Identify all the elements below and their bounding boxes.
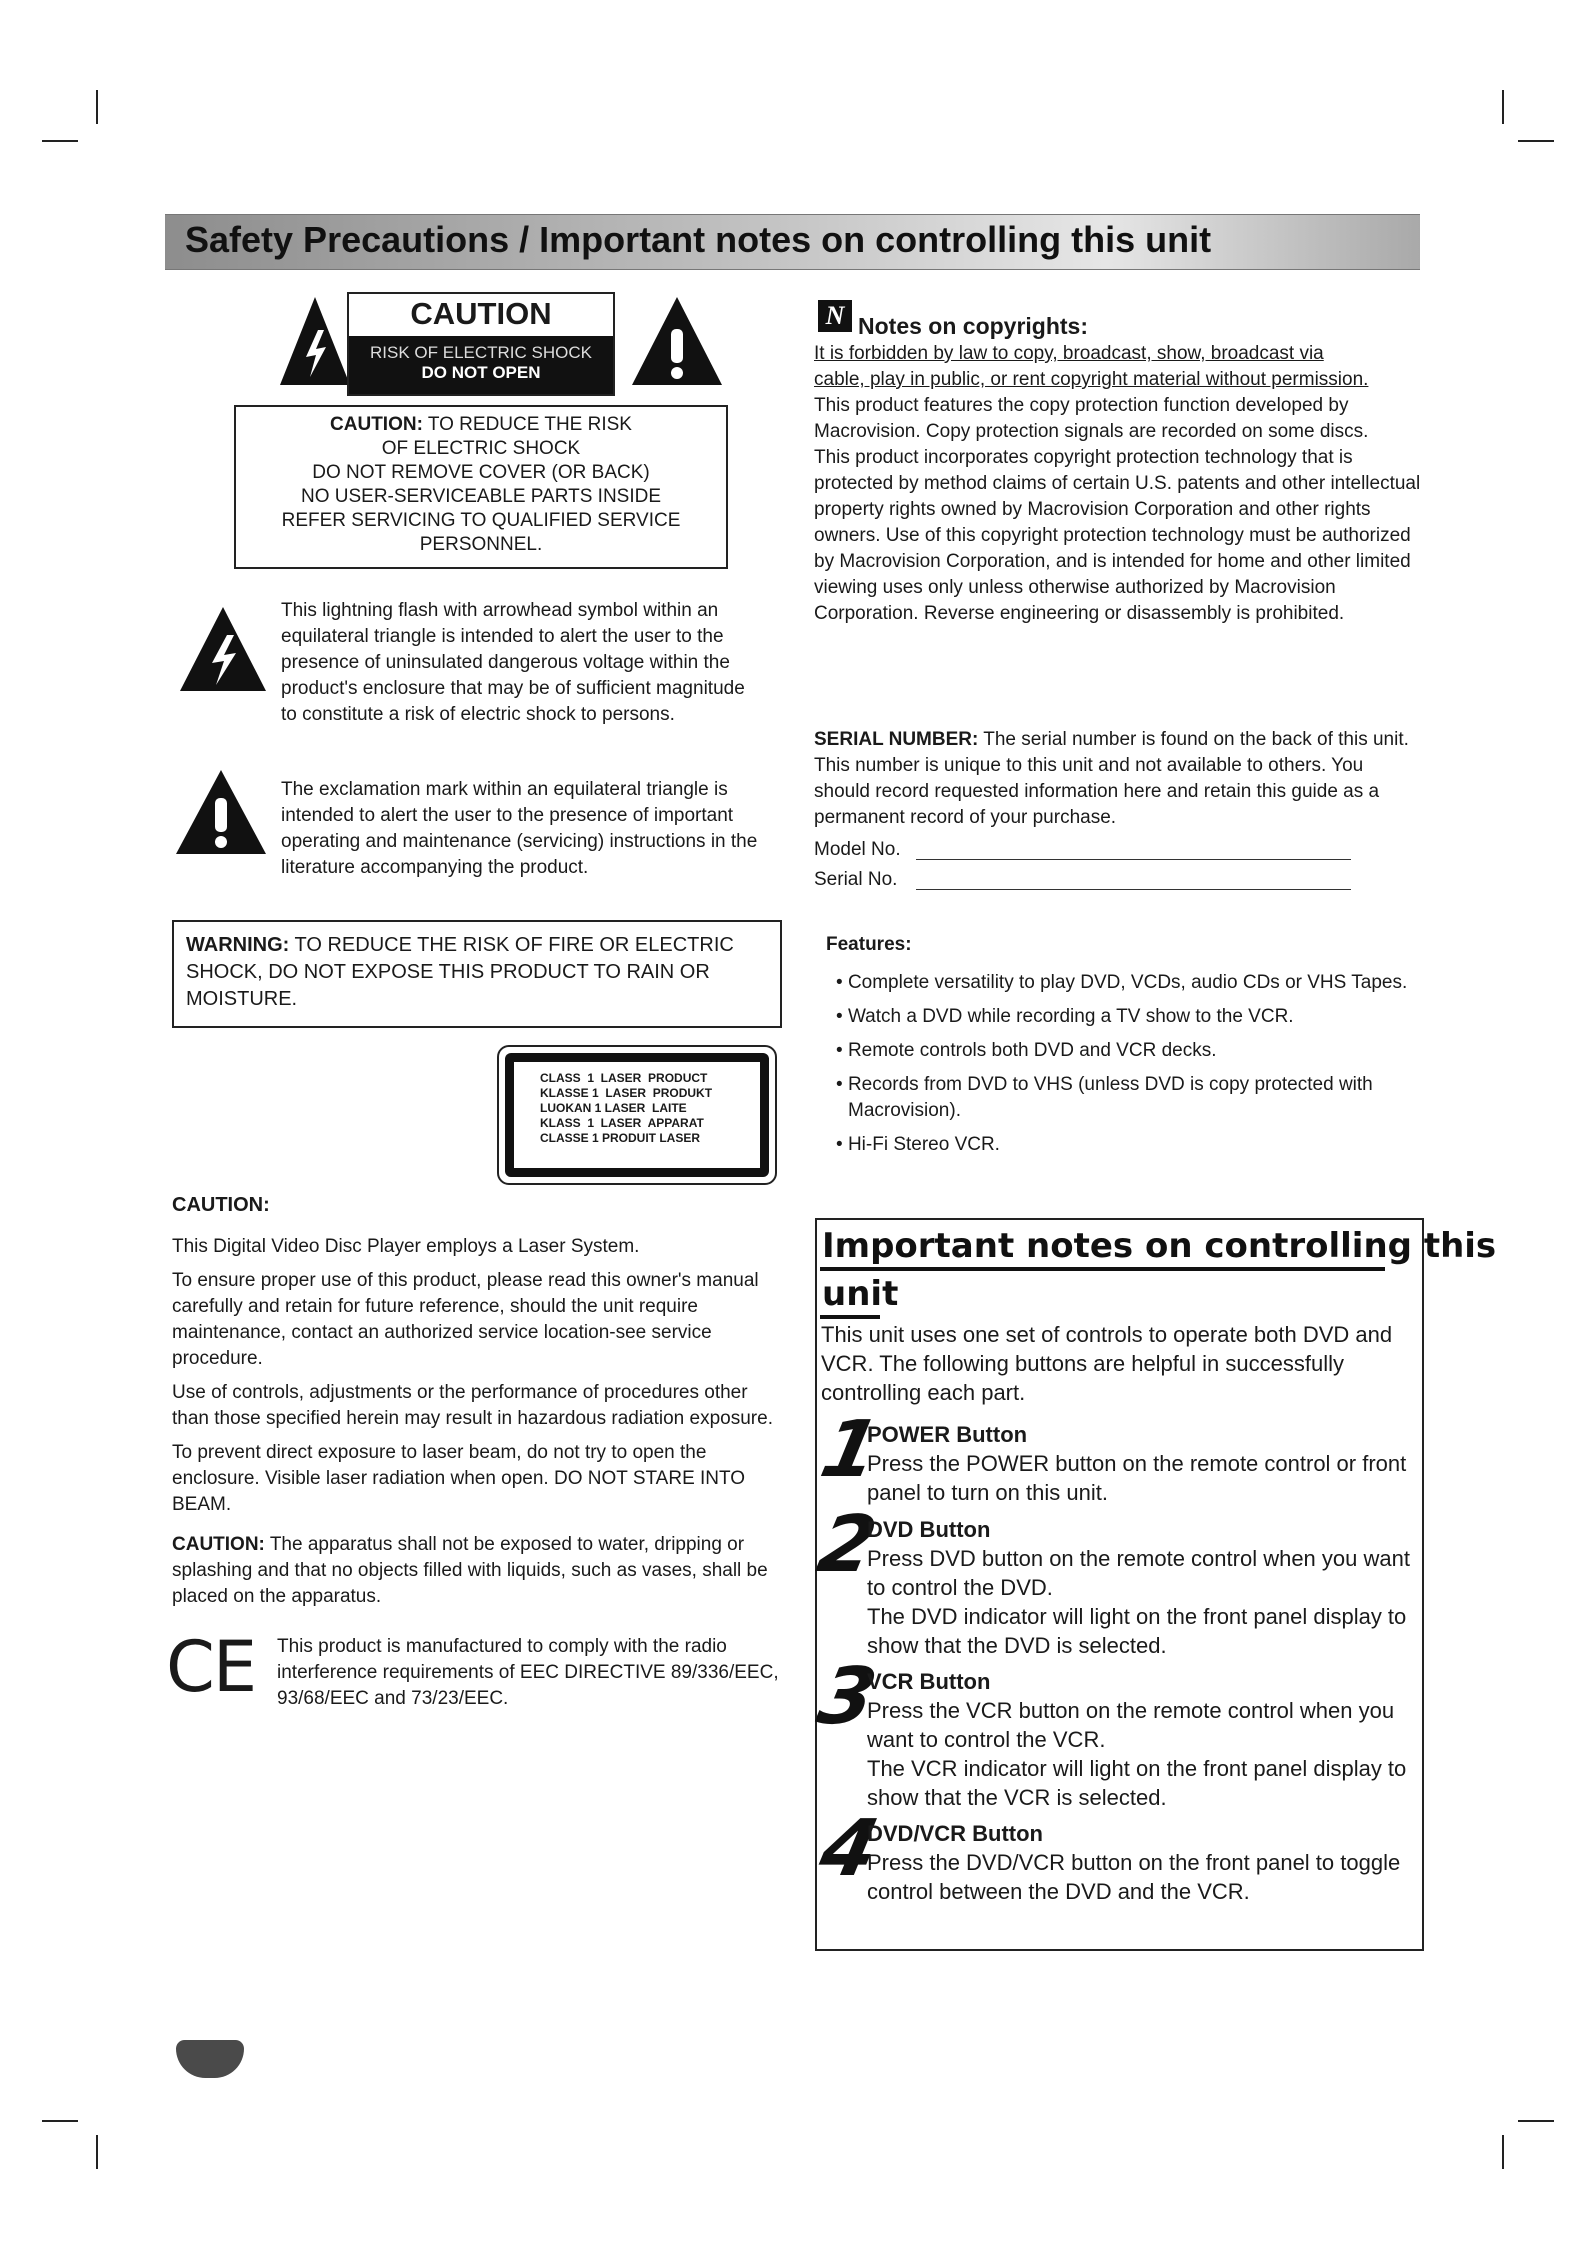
caution-bold: CAUTION: xyxy=(172,1534,265,1555)
copyrights-section xyxy=(814,341,1424,627)
step-text: Press DVD button on the remote control when you want to control the DVD. xyxy=(867,1546,1410,1600)
warning-text: TO REDUCE THE RISK OF FIRE OR ELECTRIC SHOCK, DO NOT EXPOSE THIS PRODUCT TO RAIN OR MOISTURE. xyxy=(186,934,734,1010)
step-item xyxy=(867,1819,1422,1906)
caution-box-line: PERSONNEL. xyxy=(419,534,543,555)
caution-box xyxy=(234,405,728,569)
serial-section xyxy=(814,727,1424,897)
copyrights-notice: It is forbidden by law to copy, broadcast, show, broadcast via cable, play in public, or rent copyright material without permission. xyxy=(814,343,1369,390)
caution-section xyxy=(172,1192,782,1610)
caution-label-line2: DO NOT OPEN xyxy=(421,363,541,382)
important-title-rule xyxy=(820,1267,1385,1271)
feature-item: • Watch a DVD while recording a TV show to the VCR. xyxy=(826,1004,1424,1030)
important-notes-box xyxy=(810,1218,1497,1951)
lightning-triangle-icon xyxy=(178,605,268,693)
model-no-line xyxy=(916,859,1351,860)
caution-box-bold: CAUTION: xyxy=(330,414,423,435)
serial-no-line xyxy=(916,889,1351,890)
serial-paragraph xyxy=(814,727,1424,831)
exclamation-triangle-icon xyxy=(174,768,268,856)
step-title: VCR Button xyxy=(867,1669,991,1694)
title-banner xyxy=(165,214,1420,270)
caution-paragraph: Use of controls, adjustments or the performance of procedures other than those specified herein may result in hazardous radiation exposure. xyxy=(172,1382,773,1429)
serial-no-label: Serial No. xyxy=(814,869,898,890)
crop-mark xyxy=(1518,2120,1554,2122)
laser-label xyxy=(497,1045,777,1185)
warning-box xyxy=(172,920,782,1028)
step-number: 2 xyxy=(810,1500,884,1590)
step-text: Press the DVD/VCR button on the front panel to toggle control between the DVD and the VCR. xyxy=(867,1850,1401,1904)
copyrights-paragraph: This product incorporates copyright protection technology that is protected by method claims of certain U.S. patents and other intellectual property rights owned by Macrovision Corporation and other rights owners. Use of this copyright protection technology must be authorized by Macrovision Corporation, and is intended for home and other limited viewing uses only unless otherwise authorized by Macrovision Corporation. Reverse engineering or disassembly is prohibited. xyxy=(814,447,1421,624)
features-section xyxy=(826,932,1424,1166)
caution-box-line: OF ELECTRIC SHOCK xyxy=(381,438,581,459)
warning-bold: WARNING: xyxy=(186,934,290,956)
caution-water-text: The apparatus shall not be exposed to water, dripping or splashing and that no objects filled with liquids, such as vases, shall be placed on the apparatus. xyxy=(172,1534,768,1607)
ce-mark: CE xyxy=(166,1626,256,1708)
step-item xyxy=(867,1515,1425,1660)
crop-mark xyxy=(42,2120,78,2122)
step-number: 1 xyxy=(813,1405,887,1495)
important-title-line1: Important notes on controlling this xyxy=(822,1226,1497,1266)
step-number: 4 xyxy=(812,1804,886,1894)
laser-line: KLASS 1 LASER APPARAT xyxy=(540,1116,704,1130)
features-heading: Features: xyxy=(826,934,912,955)
lightning-description: This lightning flash with arrowhead symbol within an equilateral triangle is intended to alert the user to the presence of uninsulated dangerous voltage within the product's enclosure that may be of sufficient magnitude to constitute a risk of electric shock to persons. xyxy=(281,600,745,725)
page-tab xyxy=(176,2040,244,2078)
caution-paragraph xyxy=(172,1532,782,1610)
model-no-label: Model No. xyxy=(814,839,901,860)
caution-box-line xyxy=(236,413,726,437)
step-title: DVD/VCR Button xyxy=(867,1821,1043,1846)
caution-label-heading: CAUTION xyxy=(410,296,552,331)
laser-label-inner xyxy=(505,1053,769,1177)
caution-paragraph: To ensure proper use of this product, please read this owner's manual carefully and retain for future reference, should the unit require maintenance, contact an authorized service location-see service procedure. xyxy=(172,1270,759,1369)
caution-box-first: TO REDUCE THE RISK xyxy=(422,414,632,435)
serial-bold: SERIAL NUMBER: xyxy=(814,729,979,750)
caution-box-line: NO USER-SERVICEABLE PARTS INSIDE xyxy=(300,486,662,507)
exclamation-triangle-icon xyxy=(630,295,724,387)
crop-mark xyxy=(96,90,98,124)
caution-box-line: REFER SERVICING TO QUALIFIED SERVICE xyxy=(281,510,681,531)
laser-line: CLASS 1 LASER PRODUCT xyxy=(540,1071,708,1085)
caution-heading: CAUTION: xyxy=(172,1194,270,1216)
caution-paragraph: To prevent direct exposure to laser beam, do not try to open the enclosure. Visible laser radiation when open. DO NOT STARE INTO BEAM. xyxy=(172,1442,746,1515)
important-title-rule xyxy=(820,1315,880,1319)
crop-mark xyxy=(1502,2135,1504,2169)
serial-no-row xyxy=(814,867,1424,897)
lightning-triangle-icon xyxy=(278,295,352,387)
crop-mark xyxy=(1502,90,1504,124)
crop-mark xyxy=(42,140,78,142)
model-no-row xyxy=(814,837,1424,867)
caution-label-band xyxy=(349,336,613,394)
feature-item: • Records from DVD to VHS (unless DVD is copy protected with Macrovision). xyxy=(826,1072,1424,1124)
feature-item: • Complete versatility to play DVD, VCDs, audio CDs or VHS Tapes. xyxy=(826,970,1424,996)
notes-icon: N xyxy=(818,300,852,332)
caution-label xyxy=(347,292,615,396)
copyrights-heading: Notes on copyrights: xyxy=(858,313,1089,339)
copyrights-paragraph: This product features the copy protection function developed by Macrovision. Copy protection signals are recorded on some discs. xyxy=(814,395,1369,442)
crop-mark xyxy=(1518,140,1554,142)
laser-line: CLASSE 1 PRODUIT LASER xyxy=(540,1131,701,1145)
crop-mark xyxy=(96,2135,98,2169)
step-item xyxy=(867,1420,1422,1507)
serial-text: The serial number is found on the back of this unit. This number is unique to this unit and not available to others. You should record requested information here and retain this guide as a permanent record of your purchase. xyxy=(814,729,1409,828)
laser-line: KLASSE 1 LASER PRODUKT xyxy=(540,1086,713,1100)
caution-label-line1: RISK OF ELECTRIC SHOCK xyxy=(370,343,592,362)
exclamation-description: The exclamation mark within an equilateral triangle is intended to alert the user to the presence of important operating and maintenance (servicing) instructions in the literature accompanying the product. xyxy=(281,779,758,878)
caution-box-line: DO NOT REMOVE COVER (OR BACK) xyxy=(312,462,650,483)
step-text: The DVD indicator will light on the front panel display to show that the DVD is selected. xyxy=(867,1604,1407,1658)
step-item xyxy=(867,1667,1422,1812)
laser-label-panel xyxy=(514,1062,760,1168)
step-number: 3 xyxy=(810,1652,884,1742)
step-text: The VCR indicator will light on the front panel display to show that the VCR is selected. xyxy=(867,1756,1407,1810)
step-title: DVD Button xyxy=(867,1517,991,1542)
laser-line: LUOKAN 1 LASER LAITE xyxy=(540,1101,687,1115)
step-text: Press the POWER button on the remote control or front panel to turn on this unit. xyxy=(867,1451,1407,1505)
step-title: POWER Button xyxy=(867,1422,1028,1447)
page-title: Safety Precautions / Important notes on controlling this unit xyxy=(185,219,1212,260)
caution-paragraph: This Digital Video Disc Player employs a Laser System. xyxy=(172,1236,640,1257)
feature-item: • Remote controls both DVD and VCR decks. xyxy=(826,1038,1424,1064)
step-text: Press the VCR button on the remote control when you want to control the VCR. xyxy=(867,1698,1395,1752)
important-title-line2: unit xyxy=(822,1274,899,1314)
important-intro: This unit uses one set of controls to operate both DVD and VCR. The following buttons are helpful in successfully controlling each part. xyxy=(821,1322,1393,1405)
feature-item: • Hi-Fi Stereo VCR. xyxy=(826,1132,1424,1158)
ce-text: This product is manufactured to comply with the radio interference requirements of EEC DIRECTIVE 89/336/EEC, 93/68/EEC and 73/23/EEC. xyxy=(277,1636,779,1709)
features-list xyxy=(826,970,1424,1158)
